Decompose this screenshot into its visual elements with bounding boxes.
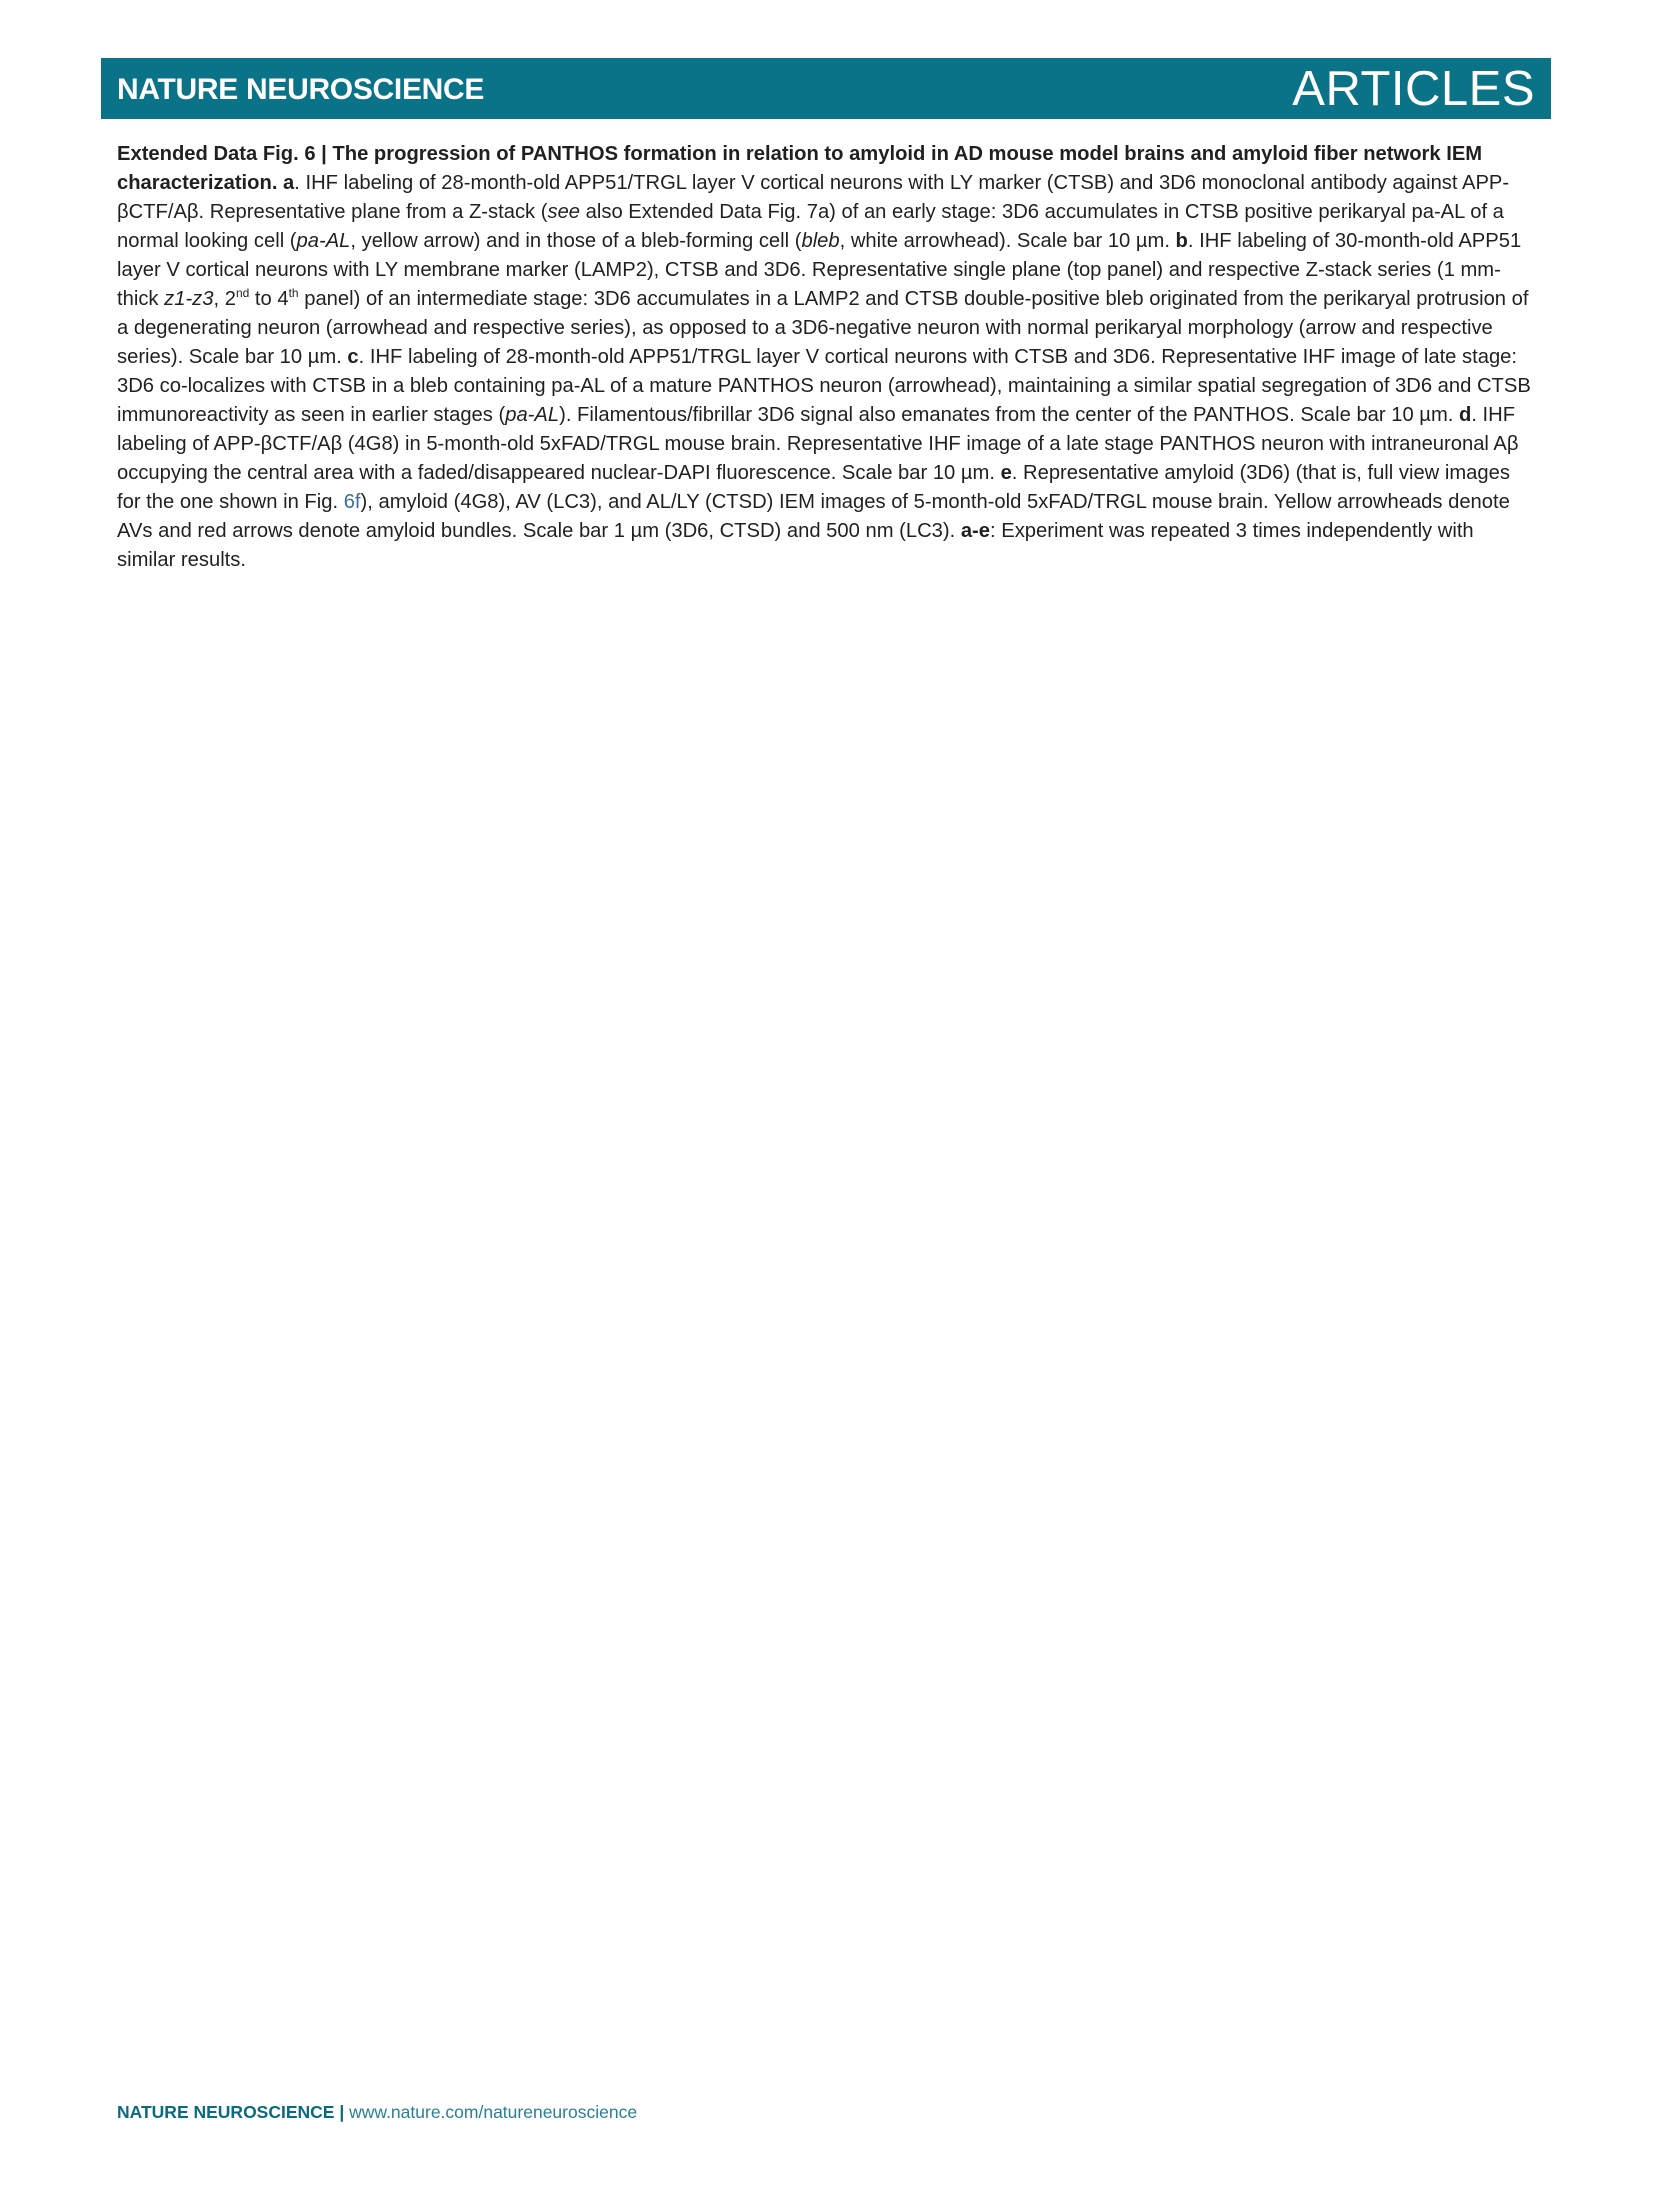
panel-b-text: , 2 [213,288,236,310]
journal-name: NATURE NEUROSCIENCE [117,73,485,106]
panel-b-text: to 4 [249,288,289,310]
panel-label-d: d [1458,404,1472,426]
figure-link[interactable]: 6f [343,491,361,513]
italic-term: pa-AL [296,230,351,252]
italic-term: pa-AL [505,404,560,426]
superscript: th [288,286,299,300]
journal-header-banner [101,58,1551,119]
panel-label-e: e [1000,462,1012,484]
panel-a-text: , white arrowhead). Scale bar 10 µm. [839,230,1176,252]
panel-a-text: . IHF labeling of 28-month-old APP51/TRGL layer V cortical neurons with LY marker (CTSB) and 3D6 monoclonal antibody against APP-βCTF/Aβ. Representative plane from a Z-stack ( [117,172,1510,223]
caption-title: The progression of PANTHOS formation in relation to amyloid in AD mouse model brains and amyloid fiber network IEM characterization. [117,143,1483,194]
panel-label-a-e: a-e [960,520,991,542]
panel-e-text: . Representative amyloid (3D6) (that is, full view images for the one shown in Fig. [117,462,1510,513]
footer-separator: | [339,2102,345,2122]
italic-term: z1-z3 [164,288,214,310]
replication-note: : Experiment was repeated 3 times independently with similar results. [117,520,1474,571]
panel-d-text: . IHF labeling of APP-βCTF/Aβ (4G8) in 5-month-old 5xFAD/TRGL mouse brain. Representative IHF image of a late stage PANTHOS neuron with intraneuronal Aβ occupying the central area with a faded/disappeared nuclear-DAPI fluorescence. Scale bar 10 µm. [117,404,1519,484]
panel-c-text: . IHF labeling of 28-month-old APP51/TRGL layer V cortical neurons with CTSB and 3D6. Representative IHF image of late stage: 3D6 co-localizes with CTSB in a bleb containing pa-AL of a mature PANTHOS neuron (arrowhead), maintaining a similar spatial segregation of 3D6 and CTSB immunoreactivity as seen in earlier stages ( [117,346,1531,426]
caption-paragraph [117,140,1537,575]
section-label: ARTICLES [1292,62,1535,116]
italic-see: see [547,201,581,223]
panel-label-a: a [283,172,295,194]
panel-label-c: c [347,346,359,368]
panel-label-b: b [1175,230,1188,252]
footer-journal-name: NATURE NEUROSCIENCE [117,2102,335,2122]
panel-e-text: ), amyloid (4G8), AV (LC3), and AL/LY (CTSD) IEM images of 5-month-old 5xFAD/TRGL mouse brain. Yellow arrowheads denote AVs and red arrows denote amyloid bundles. Scale bar 1 µm (3D6, CTSD) and 500 nm (LC3). [117,491,1510,542]
panel-b-text: panel) of an intermediate stage: 3D6 accumulates in a LAMP2 and CTSB double-positive bleb originated from the perikaryal protrusion of a degenerating neuron (arrowhead and respective series), as opposed to a 3D6-negative neuron with normal perikaryal morphology (arrow and respective series). Scale bar 10 µm. [117,288,1529,368]
page-footer [117,2101,637,2123]
figure-label: Extended Data Fig. 6 | [117,143,327,165]
panel-b-text: . IHF labeling of 30-month-old APP51 layer V cortical neurons with LY membrane marker (LAMP2), CTSB and 3D6. Representative single plane (top panel) and respective Z-stack series (1 mm-thick [117,230,1522,310]
panel-a-text: also Extended Data Fig. 7a) of an early stage: 3D6 accumulates in CTSB positive perikaryal pa-AL of a normal looking cell ( [117,201,1504,252]
footer-url-link[interactable]: www.nature.com/natureneuroscience [349,2102,638,2122]
italic-term: bleb [801,230,840,252]
panel-c-text: ). Filamentous/fibrillar 3D6 signal also emanates from the center of the PANTHOS. Scale bar 10 µm. [559,404,1459,426]
panel-a-text: , yellow arrow) and in those of a bleb-forming cell ( [350,230,802,252]
figure-caption [117,140,1537,575]
superscript: nd [235,286,250,300]
